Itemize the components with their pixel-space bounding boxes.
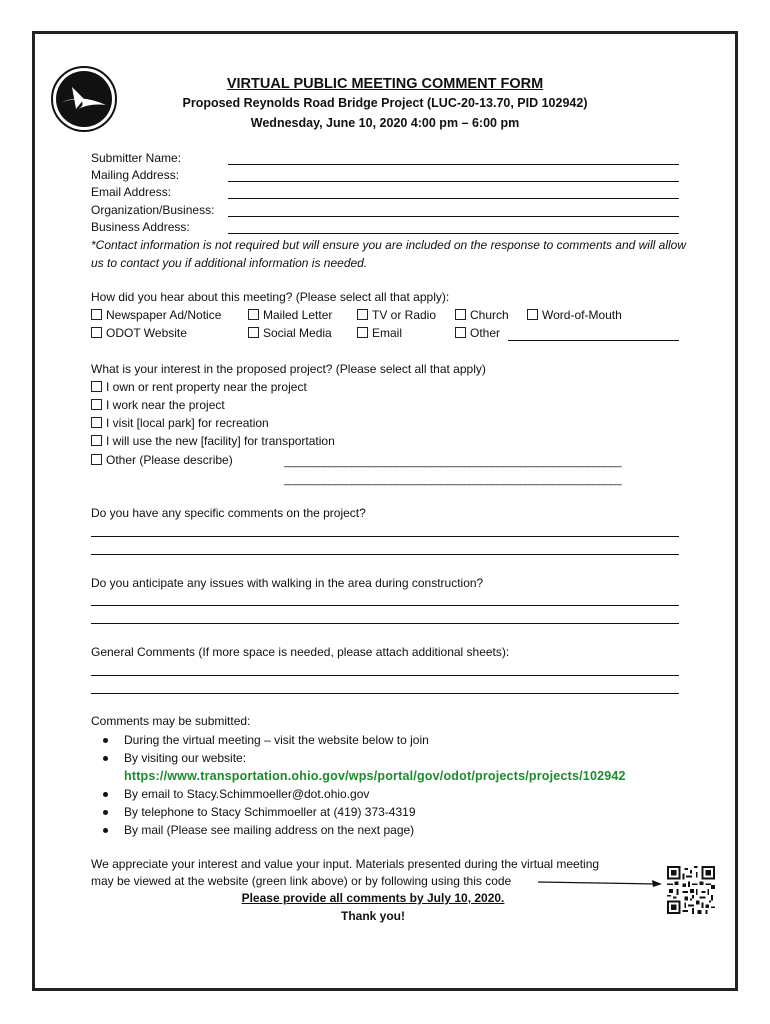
general-comments-line[interactable] [91, 675, 679, 676]
submission-intro: Comments may be submitted: [91, 714, 251, 728]
checkbox[interactable] [91, 435, 102, 446]
walking-comments-line[interactable] [91, 623, 679, 624]
checkbox[interactable] [455, 309, 466, 320]
organization-label: Organization/Business: [91, 203, 215, 217]
email-address-field[interactable] [228, 198, 679, 199]
option-odot-website[interactable]: ODOT Website [91, 326, 187, 340]
checkbox[interactable] [248, 327, 259, 338]
list-item[interactable] [91, 767, 626, 785]
option-newspaper[interactable]: Newspaper Ad/Notice [91, 308, 221, 322]
option-social-media[interactable]: Social Media [248, 326, 332, 340]
checkbox[interactable] [91, 381, 102, 392]
checkbox[interactable] [455, 327, 466, 338]
contact-note: *Contact information is not required but will ensure you are included on the response to comments and will allow us to contact you if additional information is needed. [91, 238, 686, 270]
meeting-date: Wednesday, June 10, 2020 4:00 pm – 6:00 pm [250, 116, 520, 130]
mailing-address-field[interactable] [228, 181, 679, 182]
list-item: By telephone to Stacy Schimmoeller at (419) 373-4319 [91, 803, 626, 821]
option-mailed-letter[interactable]: Mailed Letter [248, 308, 332, 322]
closing-line-1: We appreciate your interest and value your input. Materials presented during the virtual meeting [91, 857, 600, 871]
option-tv-radio[interactable]: TV or Radio [357, 308, 436, 322]
thank-you: Thank you! [340, 909, 405, 923]
email-address-label: Email Address: [91, 185, 172, 199]
checkbox[interactable] [91, 309, 102, 320]
specific-comments-question: Do you have any specific comments on the project? [91, 506, 366, 520]
business-address-field[interactable] [228, 233, 679, 234]
mailing-address-label: Mailing Address: [91, 168, 180, 182]
checkbox[interactable] [357, 309, 368, 320]
business-address-label: Business Address: [91, 220, 190, 234]
bullet-icon [103, 738, 108, 743]
checkbox[interactable] [91, 417, 102, 428]
list-item: By visiting our website: [91, 749, 626, 767]
other-interest-blank-1[interactable]: ____________________________________________________________ [284, 456, 622, 468]
interest-option[interactable]: I will use the new [facility] for transportation [91, 434, 335, 448]
submitter-name-field[interactable] [228, 164, 679, 165]
option-other[interactable]: Other [455, 326, 500, 340]
general-comments-line[interactable] [91, 693, 679, 694]
checkbox[interactable] [91, 454, 102, 465]
interest-question: What is your interest in the proposed project? (Please select all that apply) [91, 362, 486, 376]
bullet-icon [103, 810, 108, 815]
arrow-right-icon [538, 878, 662, 888]
interest-option[interactable]: I visit [local park] for recreation [91, 416, 269, 430]
bullet-icon [103, 756, 108, 761]
checkbox[interactable] [248, 309, 259, 320]
project-subtitle: Proposed Reynolds Road Bridge Project (LUC-20-13.70, PID 102942) [182, 96, 588, 110]
option-email[interactable]: Email [357, 326, 402, 340]
interest-option[interactable]: I own or rent property near the project [91, 380, 307, 394]
form-title: VIRTUAL PUBLIC MEETING COMMENT FORM [226, 76, 544, 92]
project-website-link[interactable]: https://www.transportation.ohio.gov/wps/portal/gov/odot/projects/projects/102942 [124, 769, 626, 783]
organization-field[interactable] [228, 216, 679, 217]
option-church[interactable]: Church [455, 308, 509, 322]
deadline-note: Please provide all comments by July 10, 2020. [241, 891, 505, 905]
closing-line-2: may be viewed at the website (green link above) or by following using this code [91, 874, 512, 888]
other-source-field[interactable] [508, 340, 679, 341]
bullet-icon [103, 792, 108, 797]
checkbox[interactable] [527, 309, 538, 320]
other-interest-blank-2[interactable]: ____________________________________________________________ [284, 474, 622, 486]
walking-comments-line[interactable] [91, 605, 679, 606]
list-item: By email to Stacy.Schimmoeller@dot.ohio.gov [91, 785, 626, 803]
option-word-of-mouth[interactable]: Word-of-Mouth [527, 308, 622, 322]
bullet-icon [103, 828, 108, 833]
general-comments-question: General Comments (If more space is needed, please attach additional sheets): [91, 645, 510, 659]
specific-comments-line[interactable] [91, 554, 679, 555]
hear-question: How did you hear about this meeting? (Please select all that apply): [91, 290, 450, 304]
checkbox[interactable] [91, 399, 102, 410]
walking-question: Do you anticipate any issues with walking in the area during construction? [91, 576, 484, 590]
submitter-name-label: Submitter Name: [91, 151, 182, 165]
submission-list [91, 731, 626, 839]
specific-comments-line[interactable] [91, 536, 679, 537]
checkbox[interactable] [357, 327, 368, 338]
checkbox[interactable] [91, 327, 102, 338]
interest-option-other[interactable]: Other (Please describe) [91, 453, 233, 467]
list-item: During the virtual meeting – visit the website below to join [91, 731, 626, 749]
interest-option[interactable]: I work near the project [91, 398, 225, 412]
list-item: By mail (Please see mailing address on the next page) [91, 821, 626, 839]
qr-code-icon[interactable] [667, 866, 715, 914]
